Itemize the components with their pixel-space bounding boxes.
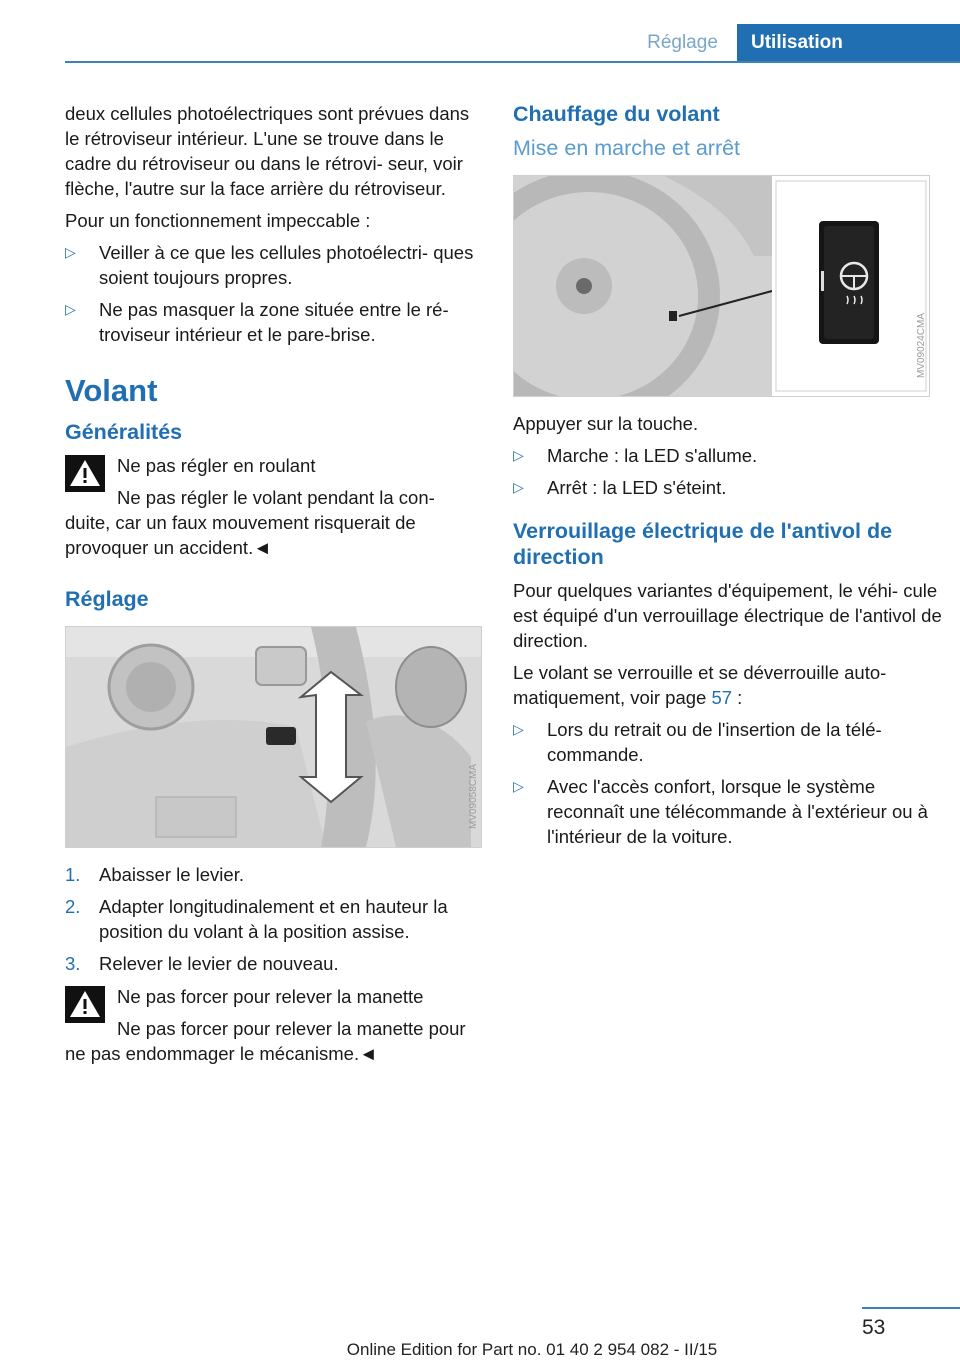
heading-volant: Volant — [65, 373, 158, 408]
list-item — [513, 717, 943, 767]
step-number: 2. — [65, 896, 81, 917]
verrou-paragraph-1: Pour quelques variantes d'équipement, le véhi‐ cule est équipé d'un verrouillage électrique de l'antivol de direction. — [513, 580, 942, 651]
steering-heating-image — [513, 175, 930, 397]
page-link[interactable]: 57 — [711, 687, 733, 708]
step-text: Relever le levier de nouveau. — [99, 953, 339, 974]
verrou-bullet-list — [513, 717, 943, 849]
warning-icon — [65, 986, 105, 1023]
figure-code: MV09058CMA — [468, 763, 479, 829]
triangle-right-icon: ▷ — [65, 301, 76, 317]
heading-reglage: Réglage — [65, 587, 149, 611]
intro-paragraph: deux cellules photoélectriques sont prévues dans le rétroviseur intérieur. L'une se trouve dans le cadre du rétroviseur ou dans le rétrovi‐ seur, voir flèche, l'autre sur la face arrière du rétroviseur. — [65, 103, 470, 199]
led-bullet-list — [513, 443, 943, 500]
list-item-text: Arrêt : la LED s'éteint. — [547, 477, 727, 498]
step-item — [65, 894, 481, 944]
header-rule — [65, 61, 960, 63]
verrou-text-end: : — [732, 687, 743, 708]
warning-body: Ne pas forcer pour relever la manette pour ne pas endommager le mécanisme.◄ — [65, 1018, 466, 1064]
list-item — [65, 240, 481, 290]
step-number: 1. — [65, 864, 81, 885]
header-tab-reglage[interactable]: Réglage — [647, 32, 718, 53]
list-item-text: Lors du retrait ou de l'insertion de la télé‐ commande. — [547, 719, 882, 765]
list-item-text: Veiller à ce que les cellules photoélectri‐ ques soient toujours propres. — [99, 242, 474, 288]
appuyer-paragraph: Appuyer sur la touche. — [513, 413, 699, 434]
edition-footer: Online Edition for Part no. 01 40 2 954 082 - II/15 — [346, 1340, 718, 1359]
step-item — [65, 862, 481, 887]
list-item — [65, 297, 481, 347]
list-item-text: Avec l'accès confort, lorsque le système reconnaît une télécommande à l'extérieur ou à l'intérieur de la voiture. — [547, 776, 928, 847]
figure-code: MV09024CMA — [916, 312, 927, 378]
pour-un-paragraph: Pour un fonctionnement impeccable : — [65, 210, 371, 231]
triangle-right-icon: ▷ — [513, 479, 524, 495]
warning-block — [65, 453, 481, 560]
heading-mise-en-marche: Mise en marche et arrêt — [513, 136, 741, 160]
cell-bullet-list — [65, 240, 481, 347]
right-column — [513, 101, 943, 857]
triangle-right-icon: ▷ — [65, 244, 76, 260]
list-item — [513, 443, 943, 468]
step-text: Abaisser le levier. — [99, 864, 244, 885]
verrou-text: Le volant se verrouille et se déverrouille auto‐ matiquement, voir page — [513, 662, 887, 708]
header-tab-utilisation[interactable]: Utilisation — [737, 24, 960, 62]
warning-body: Ne pas régler le volant pendant la con‐ duite, car un faux mouvement risquerait de provoquer un accident.◄ — [65, 487, 435, 558]
list-item-text: Marche : la LED s'allume. — [547, 445, 758, 466]
step-text: Adapter longitudinalement et en hauteur la position du volant à la position assise. — [99, 896, 448, 942]
step-number: 3. — [65, 953, 81, 974]
list-item-text: Ne pas masquer la zone située entre le ré‐ troviseur intérieur et le pare-brise. — [99, 299, 449, 345]
warning-icon — [65, 455, 105, 492]
list-item — [513, 774, 943, 849]
triangle-right-icon: ▷ — [513, 721, 524, 737]
heading-verrouillage: Verrouillage électrique de l'antivol de direction — [513, 519, 893, 569]
footer-rule — [862, 1307, 960, 1309]
verrou-paragraph-2 — [513, 660, 943, 710]
triangle-right-icon: ▷ — [513, 447, 524, 463]
warning-block — [65, 984, 481, 1066]
adjust-steps-list — [65, 862, 481, 976]
heading-generalites: Généralités — [65, 420, 183, 444]
left-column — [65, 101, 481, 1072]
warning-title: Ne pas forcer pour relever la manette — [117, 986, 424, 1007]
page-number: 53 — [862, 1316, 886, 1339]
step-item — [65, 951, 481, 976]
heading-chauffage: Chauffage du volant — [513, 102, 720, 126]
steering-adjust-image — [65, 626, 482, 848]
triangle-right-icon: ▷ — [513, 778, 524, 794]
warning-title: Ne pas régler en roulant — [117, 455, 316, 476]
list-item — [513, 475, 943, 500]
